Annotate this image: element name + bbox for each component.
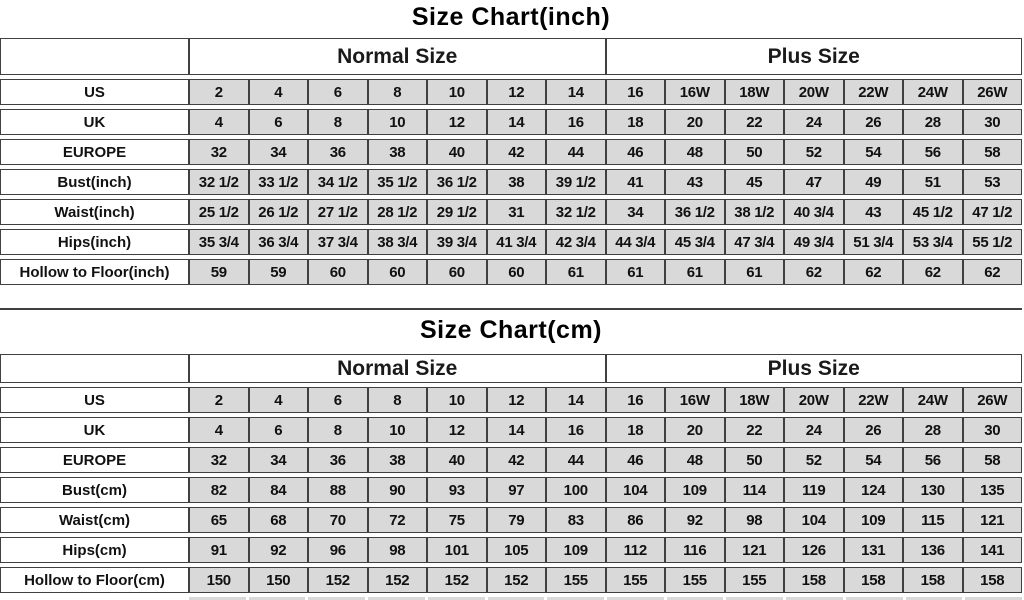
value-cell: 32 [189,447,249,473]
value-cell: 44 [546,447,606,473]
size-chart-inch-section [0,0,1022,289]
row-label-cell: Hollow to Floor(cm) [0,567,189,593]
value-cell: 62 [903,259,963,285]
value-cell: 36 3/4 [249,229,309,255]
table-row [0,537,1022,563]
value-cell: 155 [546,567,606,593]
value-cell: 20W [784,387,844,413]
value-cell: 8 [308,109,368,135]
value-cell: 152 [427,567,487,593]
row-label-cell: UK [0,109,189,135]
value-cell: 109 [665,477,725,503]
value-cell: 38 1/2 [725,199,785,225]
value-cell: 14 [487,109,547,135]
value-cell: 56 [903,447,963,473]
value-cell: 24 [784,417,844,443]
value-cell: 82 [189,477,249,503]
value-cell: 93 [427,477,487,503]
value-cell: 20 [665,109,725,135]
value-cell: 4 [249,79,309,105]
value-cell: 104 [784,507,844,533]
row-label-cell: Hips(cm) [0,537,189,563]
value-cell: 42 3/4 [546,229,606,255]
row-label-cell: Hollow to Floor(inch) [0,259,189,285]
value-cell: 44 [546,139,606,165]
value-cell: 101 [427,537,487,563]
value-cell: 8 [368,387,428,413]
value-cell: 152 [308,567,368,593]
value-cell: 121 [725,537,785,563]
value-cell: 16 [546,417,606,443]
value-cell: 16W [665,387,725,413]
table-row [0,447,1022,473]
value-cell: 50 [725,447,785,473]
value-cell: 105 [487,537,547,563]
value-cell: 68 [249,507,309,533]
value-cell: 51 3/4 [844,229,904,255]
value-cell: 6 [249,109,309,135]
value-cell: 27 1/2 [308,199,368,225]
table-row [0,507,1022,533]
value-cell: 79 [487,507,547,533]
value-cell: 38 [368,447,428,473]
value-cell: 90 [368,477,428,503]
value-cell: 34 [249,139,309,165]
table-row [0,139,1022,165]
value-cell: 60 [427,259,487,285]
value-cell: 36 [308,447,368,473]
group-header-plus: Plus Size [606,354,1023,383]
value-cell: 54 [844,447,904,473]
row-label-cell: EUROPE [0,139,189,165]
value-cell: 119 [784,477,844,503]
value-cell: 152 [487,567,547,593]
value-cell: 55 1/2 [963,229,1023,255]
value-cell: 4 [189,109,249,135]
value-cell: 41 [606,169,666,195]
value-cell: 22 [725,109,785,135]
value-cell: 115 [903,507,963,533]
value-cell: 12 [487,79,547,105]
value-cell: 18W [725,79,785,105]
value-cell: 98 [368,537,428,563]
value-cell: 45 1/2 [903,199,963,225]
size-chart-cm-section [0,308,1022,597]
value-cell: 150 [249,567,309,593]
value-cell: 43 [665,169,725,195]
row-label-cell: US [0,387,189,413]
size-chart-inch-title: Size Chart(inch) [411,3,611,31]
row-label-cell: Bust(inch) [0,169,189,195]
value-cell: 158 [963,567,1023,593]
value-cell: 2 [189,79,249,105]
value-cell: 38 [368,139,428,165]
value-cell: 60 [487,259,547,285]
value-cell: 30 [963,417,1023,443]
table-row [0,259,1022,285]
value-cell: 26 [844,109,904,135]
corner-cell [0,38,189,75]
group-header-plus: Plus Size [606,38,1023,75]
value-cell: 155 [606,567,666,593]
value-cell: 42 [487,139,547,165]
value-cell: 16 [546,109,606,135]
value-cell: 48 [665,139,725,165]
value-cell: 53 [963,169,1023,195]
value-cell: 135 [963,477,1023,503]
value-cell: 141 [963,537,1023,563]
value-cell: 34 1/2 [308,169,368,195]
value-cell: 22 [725,417,785,443]
row-label-cell: Bust(cm) [0,477,189,503]
value-cell: 158 [784,567,844,593]
value-cell: 49 3/4 [784,229,844,255]
value-cell: 18 [606,109,666,135]
value-cell: 59 [189,259,249,285]
value-cell: 10 [427,79,487,105]
value-cell: 58 [963,447,1023,473]
value-cell: 91 [189,537,249,563]
value-cell: 116 [665,537,725,563]
value-cell: 26W [963,387,1023,413]
value-cell: 31 [487,199,547,225]
value-cell: 152 [368,567,428,593]
value-cell: 83 [546,507,606,533]
value-cell: 155 [725,567,785,593]
value-cell: 28 [903,109,963,135]
value-cell: 36 1/2 [665,199,725,225]
value-cell: 32 1/2 [546,199,606,225]
value-cell: 61 [606,259,666,285]
size-chart-cm-table [0,350,1022,597]
size-chart-inch-table [0,34,1022,289]
group-header-normal: Normal Size [189,38,606,75]
value-cell: 52 [784,139,844,165]
value-cell: 50 [725,139,785,165]
row-label-cell: US [0,79,189,105]
value-cell: 49 [844,169,904,195]
value-cell: 20 [665,417,725,443]
value-cell: 41 3/4 [487,229,547,255]
table-row [0,387,1022,413]
value-cell: 40 [427,447,487,473]
value-cell: 60 [368,259,428,285]
value-cell: 26 1/2 [249,199,309,225]
value-cell: 24W [903,387,963,413]
value-cell: 6 [308,387,368,413]
value-cell: 131 [844,537,904,563]
value-cell: 32 [189,139,249,165]
value-cell: 32 1/2 [189,169,249,195]
value-cell: 47 [784,169,844,195]
table-row [0,79,1022,105]
value-cell: 61 [546,259,606,285]
row-label-cell: UK [0,417,189,443]
value-cell: 26W [963,79,1023,105]
value-cell: 54 [844,139,904,165]
row-label-cell: Hips(inch) [0,229,189,255]
value-cell: 158 [844,567,904,593]
value-cell: 75 [427,507,487,533]
value-cell: 47 3/4 [725,229,785,255]
value-cell: 52 [784,447,844,473]
value-cell: 88 [308,477,368,503]
value-cell: 36 1/2 [427,169,487,195]
value-cell: 62 [844,259,904,285]
value-cell: 30 [963,109,1023,135]
value-cell: 62 [963,259,1023,285]
value-cell: 51 [903,169,963,195]
value-cell: 8 [308,417,368,443]
value-cell: 60 [308,259,368,285]
value-cell: 92 [665,507,725,533]
value-cell: 58 [963,139,1023,165]
value-cell: 62 [784,259,844,285]
value-cell: 121 [963,507,1023,533]
value-cell: 65 [189,507,249,533]
table-row [0,169,1022,195]
value-cell: 8 [368,79,428,105]
value-cell: 35 1/2 [368,169,428,195]
value-cell: 4 [189,417,249,443]
table-row [0,199,1022,225]
value-cell: 104 [606,477,666,503]
value-cell: 35 3/4 [189,229,249,255]
value-cell: 70 [308,507,368,533]
value-cell: 18 [606,417,666,443]
value-cell: 46 [606,139,666,165]
value-cell: 61 [665,259,725,285]
value-cell: 124 [844,477,904,503]
value-cell: 14 [546,387,606,413]
value-cell: 22W [844,79,904,105]
group-header-row [0,38,1022,75]
value-cell: 150 [189,567,249,593]
size-chart-cm-title: Size Chart(cm) [419,316,603,344]
corner-cell [0,354,189,383]
value-cell: 16W [665,79,725,105]
value-cell: 18W [725,387,785,413]
value-cell: 40 3/4 [784,199,844,225]
table-row [0,477,1022,503]
value-cell: 16 [606,387,666,413]
value-cell: 155 [665,567,725,593]
value-cell: 10 [427,387,487,413]
value-cell: 22W [844,387,904,413]
value-cell: 39 3/4 [427,229,487,255]
group-header-normal: Normal Size [189,354,606,383]
value-cell: 37 3/4 [308,229,368,255]
value-cell: 84 [249,477,309,503]
value-cell: 10 [368,109,428,135]
value-cell: 126 [784,537,844,563]
value-cell: 12 [427,109,487,135]
value-cell: 112 [606,537,666,563]
value-cell: 16 [606,79,666,105]
value-cell: 45 [725,169,785,195]
value-cell: 6 [308,79,368,105]
value-cell: 34 [249,447,309,473]
value-cell: 44 3/4 [606,229,666,255]
value-cell: 29 1/2 [427,199,487,225]
value-cell: 14 [546,79,606,105]
value-cell: 43 [844,199,904,225]
value-cell: 39 1/2 [546,169,606,195]
value-cell: 38 3/4 [368,229,428,255]
table-row [0,567,1022,593]
value-cell: 98 [725,507,785,533]
value-cell: 97 [487,477,547,503]
value-cell: 6 [249,417,309,443]
value-cell: 59 [249,259,309,285]
value-cell: 12 [427,417,487,443]
value-cell: 130 [903,477,963,503]
table-row [0,109,1022,135]
table-row [0,229,1022,255]
value-cell: 46 [606,447,666,473]
value-cell: 38 [487,169,547,195]
value-cell: 109 [844,507,904,533]
value-cell: 47 1/2 [963,199,1023,225]
group-header-row [0,354,1022,383]
value-cell: 36 [308,139,368,165]
row-label-cell: Waist(inch) [0,199,189,225]
row-label-cell: Waist(cm) [0,507,189,533]
value-cell: 26 [844,417,904,443]
value-cell: 24W [903,79,963,105]
value-cell: 2 [189,387,249,413]
value-cell: 136 [903,537,963,563]
value-cell: 4 [249,387,309,413]
value-cell: 56 [903,139,963,165]
value-cell: 12 [487,387,547,413]
table-row [0,417,1022,443]
value-cell: 10 [368,417,428,443]
value-cell: 109 [546,537,606,563]
value-cell: 92 [249,537,309,563]
value-cell: 96 [308,537,368,563]
value-cell: 45 3/4 [665,229,725,255]
value-cell: 40 [427,139,487,165]
value-cell: 20W [784,79,844,105]
value-cell: 25 1/2 [189,199,249,225]
value-cell: 61 [725,259,785,285]
value-cell: 42 [487,447,547,473]
row-label-cell: EUROPE [0,447,189,473]
value-cell: 53 3/4 [903,229,963,255]
value-cell: 34 [606,199,666,225]
value-cell: 114 [725,477,785,503]
value-cell: 33 1/2 [249,169,309,195]
value-cell: 72 [368,507,428,533]
value-cell: 14 [487,417,547,443]
value-cell: 28 1/2 [368,199,428,225]
value-cell: 100 [546,477,606,503]
value-cell: 158 [903,567,963,593]
value-cell: 48 [665,447,725,473]
value-cell: 28 [903,417,963,443]
value-cell: 86 [606,507,666,533]
value-cell: 24 [784,109,844,135]
